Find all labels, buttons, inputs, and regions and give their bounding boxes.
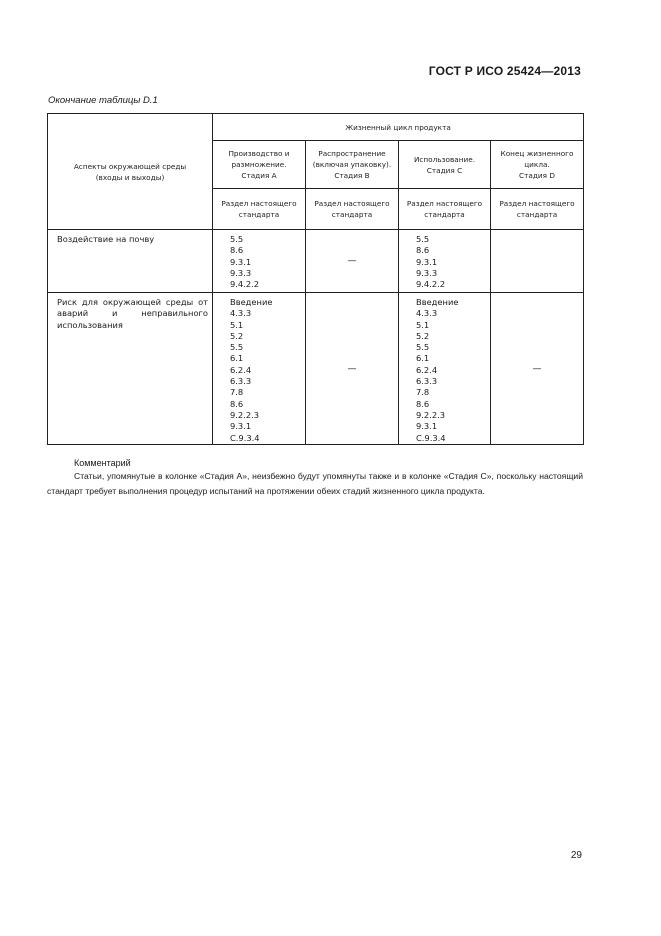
page-number: 29	[570, 850, 582, 861]
section-label-c: Раздел настоящего стандарта	[406, 199, 483, 219]
ref-item: 9.3.1	[230, 421, 252, 432]
section-header-d	[491, 189, 584, 230]
ref-item: 7.8	[416, 387, 430, 398]
ref-item: 9.2.2.3	[416, 409, 446, 420]
stage-c-label: Использование. Стадия С	[413, 154, 476, 175]
ref-item: 9.3.3	[230, 267, 252, 278]
ref-item: 6.2.4	[416, 364, 438, 375]
lifecycle-header: Жизненный цикл продукта	[213, 114, 584, 141]
aspects-header: Аспекты окружающей среды (входы и выходы)	[73, 161, 187, 182]
ref-item: 9.3.3	[416, 267, 438, 278]
ref-item: Введение	[416, 297, 459, 307]
note-body: Статьи, упомянутые в колонке «Стадия А», неизбежно будут упомянуты также и в колонке «Стадия С», поскольку настоящий стандарт требует выполнения процедур испытаний на протяжении обеих стадий жизненного цикла продукта.	[47, 471, 583, 496]
dash-cell: —	[491, 293, 584, 445]
ref-item: Введение	[230, 297, 273, 307]
refs-list	[213, 293, 306, 445]
section-header-c	[399, 189, 491, 230]
ref-item: 6.2.4	[230, 364, 252, 375]
ref-item: 5.5	[230, 342, 244, 353]
ref-item: 9.2.2.3	[230, 409, 260, 420]
section-header-a	[213, 189, 306, 230]
ref-item: 9.3.1	[416, 421, 438, 432]
row-aspect-cell	[48, 230, 213, 293]
ref-item: С.9.3.4	[230, 432, 260, 443]
ref-item: 5.2	[230, 330, 244, 341]
ref-item: 6.1	[230, 353, 244, 364]
stage-a-label: Производство и размножение. Стадия А	[228, 149, 290, 180]
ref-item: 4.3.3	[230, 308, 252, 319]
ref-item: С.9.3.4	[416, 432, 446, 443]
refs-list	[213, 230, 306, 293]
ref-item: 8.6	[230, 245, 244, 256]
ref-item: 5.1	[230, 319, 244, 330]
note-title: Комментарий	[74, 458, 131, 468]
ref-item: 9.3.1	[416, 256, 438, 267]
ref-item: 9.4.2.2	[230, 279, 260, 290]
document-header: ГОСТ Р ИСО 25424—2013	[428, 64, 581, 78]
dash-cell: —	[306, 230, 399, 293]
table-row	[48, 230, 584, 293]
refs-list	[399, 230, 491, 293]
section-label-a: Раздел настоящего стандарта	[221, 199, 297, 219]
stage-c-header	[399, 141, 491, 189]
ref-item: 5.5	[230, 234, 244, 244]
ref-item: 5.2	[416, 330, 430, 341]
row-aspect-label: Воздействие на почву	[57, 234, 155, 244]
stage-b-label: Распространение (включая упаковку). Стадия В	[312, 149, 392, 180]
ref-item: 5.5	[416, 342, 430, 353]
ref-item: 8.6	[416, 245, 430, 256]
ref-item: 6.3.3	[230, 376, 252, 387]
refs-list	[399, 293, 491, 445]
ref-item: 4.3.3	[416, 308, 438, 319]
row-aspect-label: Риск для окружающей среды от аварий и неправильного использования	[57, 297, 208, 330]
empty-cell	[491, 230, 584, 293]
ref-item: 5.1	[416, 319, 430, 330]
ref-item: 6.1	[416, 353, 430, 364]
table-row	[48, 293, 584, 445]
ref-item: 5.5	[416, 234, 430, 244]
ref-item: 9.3.1	[230, 256, 252, 267]
stage-a-header	[213, 141, 306, 189]
ref-item: 9.4.2.2	[416, 279, 446, 290]
table-caption: Окончание таблицы D.1	[48, 95, 158, 106]
stage-d-label: Конец жизненного цикла. Стадия D	[500, 149, 574, 180]
stage-b-header	[306, 141, 399, 189]
ref-item: 6.3.3	[416, 376, 438, 387]
aspects-header-cell	[48, 114, 213, 230]
dash-cell: —	[306, 293, 399, 445]
stage-d-header	[491, 141, 584, 189]
ref-item: 8.6	[416, 398, 430, 409]
ref-item: 8.6	[230, 398, 244, 409]
row-aspect-cell	[48, 293, 213, 445]
section-header-b	[306, 189, 399, 230]
section-label-d: Раздел настоящего стандарта	[499, 199, 575, 219]
lifecycle-table	[47, 113, 584, 445]
ref-item: 7.8	[230, 387, 244, 398]
section-label-b: Раздел настоящего стандарта	[314, 199, 390, 219]
